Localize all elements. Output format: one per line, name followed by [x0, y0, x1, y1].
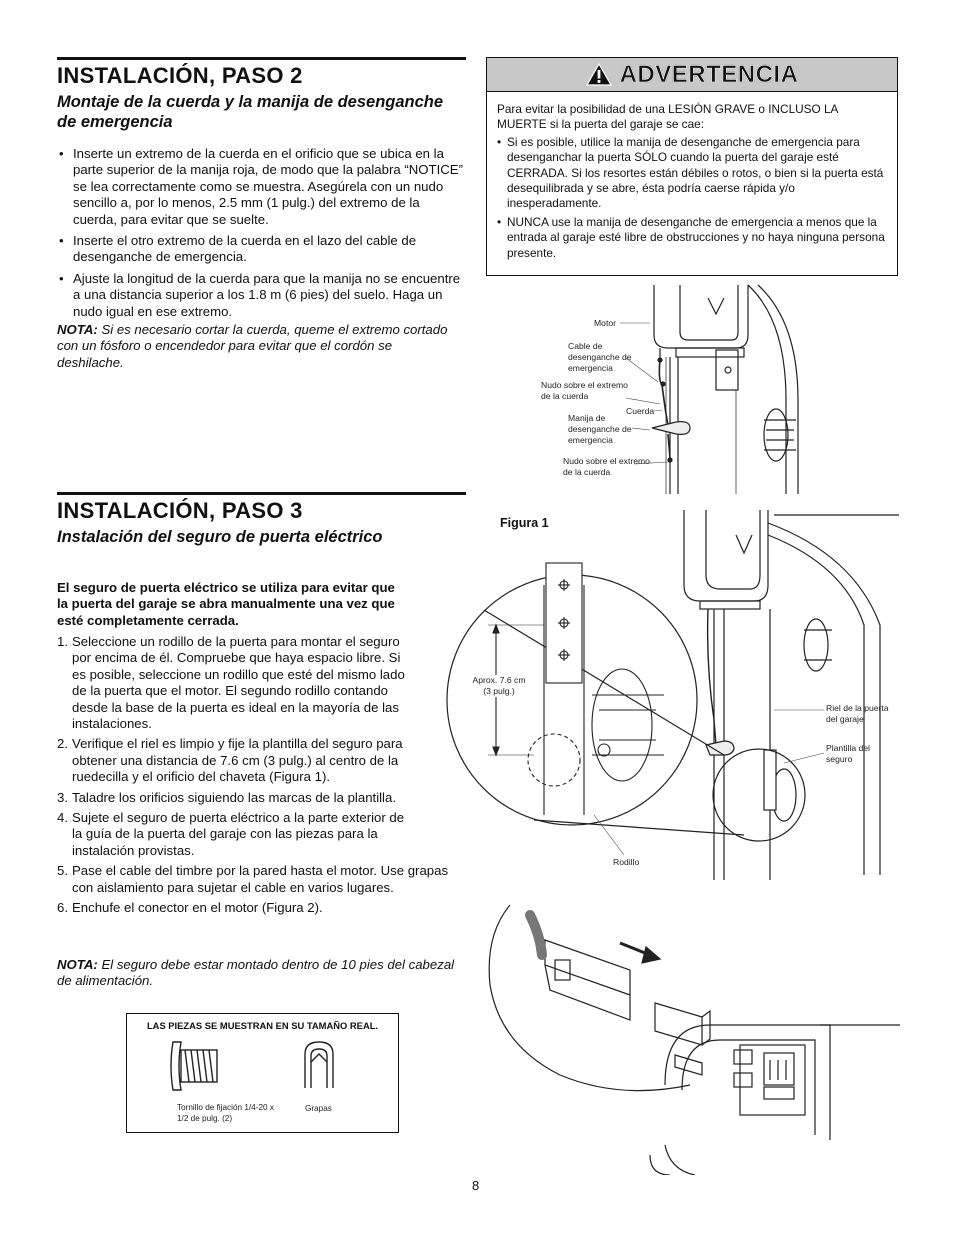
list-item: • Inserte un extremo de la cuerda en el orificio que se ubica en la parte superior de la manija roja, de modo que la palabra “NOTICE” se lea correctamente como se muestra. Asegúrela con un nudo sencillo a, por lo menos, 2.5 mm (1 pulg.) del extremo de la cuerda, para evitar que se suelte.: [58, 146, 463, 228]
warning-header: [487, 58, 897, 92]
step2-subtitle: Montaje de la cuerda y la manija de desenganche de emergencia: [57, 93, 444, 131]
label-handle: Manija de desenganche de emergencia: [568, 413, 632, 445]
connector-diagram: [470, 895, 900, 1175]
warning-triangle-icon: [586, 63, 612, 86]
label-knot-top: Nudo sobre el extremo de la cuerda: [541, 380, 628, 401]
note-label: NOTA:: [57, 322, 98, 337]
label-roller: Rodillo: [613, 857, 640, 867]
figure1-label: Figura 1: [500, 516, 549, 530]
list-item: • Inserte el otro extremo de la cuerda en el lazo del cable de desenganche de emergencia.: [58, 233, 463, 266]
label-knot-bottom: Nudo sobre el extremo de la cuerda: [563, 456, 650, 477]
parts-box: [126, 1013, 399, 1133]
screw-icon: [167, 1036, 231, 1096]
label-template: Plantilla del seguro: [826, 743, 870, 764]
step2-bullet-list: [58, 146, 463, 325]
step2-title: INSTALACIÓN, PASO 2: [57, 63, 303, 88]
step3-rule: [57, 492, 466, 495]
staple-icon: [297, 1038, 341, 1098]
step2-rule: [57, 57, 466, 60]
list-item: • NUNCA use la manija de desenganche de emergencia a menos que la entrada al garaje esté libre de obstrucciones y no haya ninguna persona presente.: [497, 215, 885, 261]
label-motor: Motor: [594, 318, 616, 328]
note-text: El seguro debe estar montado dentro de 10 pies del cabezal de alimentación.: [57, 957, 455, 989]
diagram1-leaders: [590, 300, 890, 500]
label-rail: Riel de la puerta del garaje: [826, 703, 889, 724]
note-label: NOTA:: [57, 957, 98, 972]
page-number: 8: [472, 1178, 480, 1193]
list-item: • Ajuste la longitud de la cuerda para que la manija no se encuentre a una distancia superior a los 1.8 m (6 pies) del suelo. Haga un nudo igual en ese extremo.: [58, 271, 463, 320]
step2-note: [57, 322, 457, 371]
list-item: 3. Taladre los orificios siguiendo las marcas de la plantilla.: [57, 789, 396, 805]
list-item: 2. Verifique el riel es limpio y fije la plantilla del seguro para obtener una distancia de 7.6 cm (3 pulg.) al centro de la ruedecilla y el orificio del chaveta (Figura 1).: [57, 736, 403, 785]
warning-body: [487, 92, 897, 261]
warning-title: ADVERTENCIA: [619, 60, 799, 88]
step3-steps: [57, 634, 469, 921]
list-item: 4. Sujete el seguro de puerta eléctrico a la parte exterior de la guía de la puerta del garaje con las piezas para la instalación provistas.: [57, 810, 405, 858]
step3-note: [57, 957, 457, 990]
warning-intro: Para evitar la posibilidad de una LESIÓN GRAVE o INCLUSO LA MUERTE si la puerta del garaje se cae:: [497, 102, 838, 132]
label-distance: Aprox. 7.6 cm (3 pulg.): [470, 675, 528, 697]
parts-title: LAS PIEZAS SE MUESTRAN EN SU TAMAÑO REAL.: [146, 1020, 379, 1031]
list-item: • Si es posible, utilice la manija de desenganche de emergencia para desenganchar la puerta SÓLO cuando la puerta del garaje esté CERRADA. Si los resortes están débiles o rotos, o bien si la puerta está desequilibrada y se abre, ésta podría caerse rápida y/o inesperadamente.: [497, 135, 885, 212]
step3-title: INSTALACIÓN, PASO 3: [57, 498, 303, 523]
list-item: 1. Seleccione un rodillo de la puerta para montar el seguro por encima de él. Compruebe que haya espacio libre. Si es posible, seleccione un rodillo que esté del mismo lado de la puerta que el motor. El segundo rodillo contando desde la base de la puerta es ideal en la mayoría de las instalaciones.: [57, 634, 405, 732]
note-text: Si es necesario cortar la cuerda, queme el extremo cortado con un fósforo o encendedor para evitar que el cordón se deshilache.: [57, 322, 448, 370]
warning-box: [486, 57, 898, 276]
step3-lead: El seguro de puerta eléctrico se utiliza para evitar que la puerta del garaje se abra manualmente una vez que esté completamente cerrada.: [57, 580, 395, 628]
label-cable: Cable de desenganche de emergencia: [568, 341, 632, 373]
staples-label: Grapas: [305, 1104, 332, 1113]
list-item: 5. Pase el cable del timbre por la pared hasta el motor. Use grapas con aislamiento para sujetar el cable en varios lugares.: [57, 863, 449, 895]
screw-label: Tornillo de fijación 1/4-20 x 1/2 de pulg. (2): [177, 1103, 274, 1123]
list-item: 6. Enchufe el conector en el motor (Figura 2).: [57, 900, 323, 916]
warning-list: [497, 135, 885, 261]
step3-subtitle: Instalación del seguro de puerta eléctrico: [57, 528, 383, 546]
label-rope: Cuerda: [626, 406, 655, 416]
